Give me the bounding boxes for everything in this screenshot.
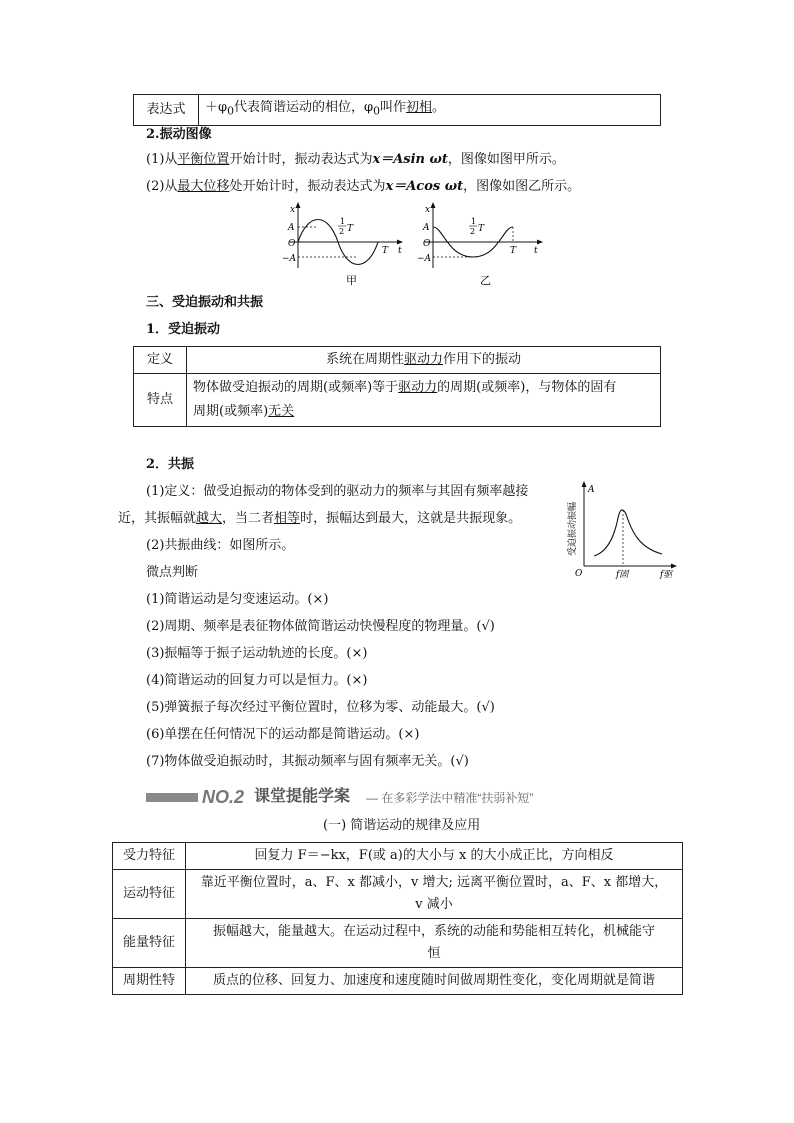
judge-item: (1)简谐运动是匀变速运动。(×) <box>146 592 329 607</box>
resonance-f-drive: f驱 <box>660 570 673 580</box>
graph-line-2: (2)从最大位移处开始计时，振动表达式为x＝Acos ωt，图像如图乙所示。 <box>146 179 581 194</box>
section-heading-forced: 三、受迫振动和共振 <box>146 295 264 310</box>
shm-row-label: 周期性特 <box>113 968 186 995</box>
shm-table <box>112 842 683 995</box>
sub-heading-forced-vibration: 1．受迫振动 <box>146 322 221 337</box>
top-table-label: 表达式 <box>134 95 199 126</box>
resonance-graph <box>562 478 682 583</box>
shm-row-text: 回复力 F＝−kx，F(或 a)的大小与 x 的大小成正比，方向相反 <box>186 843 683 870</box>
shm-row-text: 靠近平衡位置时，a、F、x 都减小，v 增大; 远离平衡位置时，a、F、x 都增大， v 减小 <box>186 870 683 919</box>
graph-yi <box>417 202 543 287</box>
judge-item: (4)简谐运动的回复力可以是恒力。(×) <box>146 673 368 688</box>
negA-label: −A <box>282 254 297 264</box>
sub-heading-resonance: 2．共振 <box>146 457 195 472</box>
section-one-title: (一) 简谐运动的规律及应用 <box>323 818 481 833</box>
forced-table-feature-label: 特点 <box>134 374 187 427</box>
shm-row-text: 质点的位移、回复力、加速度和速度随时间做周期性变化，变化周期就是简谐 <box>186 968 683 995</box>
resonance-def-2: 近，其振幅就越大，当二者相等时，振幅达到最大，这就是共振现象。 <box>118 511 522 526</box>
A-label: A <box>423 223 430 233</box>
section-heading-vibration-graph: 2.振动图像 <box>146 127 212 142</box>
banner-title: 课堂提能学案 <box>254 788 351 805</box>
forced-table <box>133 346 661 427</box>
negA-label: −A <box>417 254 432 264</box>
forced-table-feature: 物体做受迫振动的周期(或频率)等于驱动力的周期(或频率)，与物体的固有 周期(或频率)无关 <box>187 374 661 427</box>
caption-jia: 甲 <box>346 274 357 287</box>
half-label: 1 <box>471 217 477 226</box>
resonance-f-nat: f固 <box>616 570 629 580</box>
graph-line-1: (1)从平衡位置开始计时，振动表达式为x＝Asin ωt，图像如图甲所示。 <box>146 152 565 167</box>
T-axis-label: T <box>382 246 389 256</box>
caption-yi: 乙 <box>480 274 491 287</box>
resonance-def-1: (1)定义：做受迫振动的物体受到的驱动力的频率与其固有频率越接 <box>146 484 529 499</box>
T-axis-label: T <box>510 246 517 256</box>
banner-bar <box>146 793 198 802</box>
judge-heading: 微点判断 <box>146 565 199 580</box>
resonance-curve-text: (2)共振曲线：如图所示。 <box>146 538 295 553</box>
judge-item: (3)振幅等于振子运动轨迹的长度。(×) <box>146 646 368 661</box>
top-table <box>133 94 661 126</box>
judge-item: (6)单摆在任何情况下的运动都是简谐运动。(×) <box>146 727 420 742</box>
forced-table-def-label: 定义 <box>134 347 187 374</box>
top-table-content: $+\varphi_0$代表简谐运动的相位，$\varphi_0$叫作初相。 <box>199 95 661 126</box>
t-label: t <box>534 246 538 256</box>
half-label-den: 2 <box>470 227 476 236</box>
x-label: x <box>290 205 296 215</box>
resonance-O: O <box>575 569 583 579</box>
x-label: x <box>425 205 431 215</box>
A-label: A <box>288 223 295 233</box>
judge-item: (5)弹簧振子每次经过平衡位置时，位移为零、动能最大。(√) <box>146 700 495 715</box>
shm-row-label: 运动特征 <box>113 870 186 919</box>
vibration-graphs <box>270 200 560 290</box>
resonance-y-label: 受迫振动振幅 <box>568 501 578 556</box>
resonance-A: A <box>588 485 595 495</box>
shm-row-label: 受力特征 <box>113 843 186 870</box>
banner-no: NO.2 <box>202 787 245 807</box>
banner-subtitle: — 在多彩学法中精准“扶弱补短” <box>366 791 534 805</box>
judge-item: (7)物体做受迫振动时，其振动频率与固有频率无关。(√) <box>146 754 469 769</box>
shm-row-label: 能量特征 <box>113 919 186 968</box>
t-label: t <box>398 246 402 256</box>
T-label: T <box>478 224 485 234</box>
section-banner <box>146 786 606 808</box>
half-label-den: 2 <box>339 227 345 236</box>
judge-item: (2)周期、频率是表征物体做简谐运动快慢程度的物理量。(√) <box>146 619 495 634</box>
half-label: 1 <box>340 217 346 226</box>
O-label: O <box>288 239 296 249</box>
shm-row-text: 振幅越大，能量越大。在运动过程中，系统的动能和势能相互转化，机械能守 恒 <box>186 919 683 968</box>
graph-jia <box>282 202 403 287</box>
O-label: O <box>423 239 431 249</box>
forced-table-def: 系统在周期性驱动力作用下的振动 <box>187 347 661 374</box>
T-label: T <box>347 224 354 234</box>
